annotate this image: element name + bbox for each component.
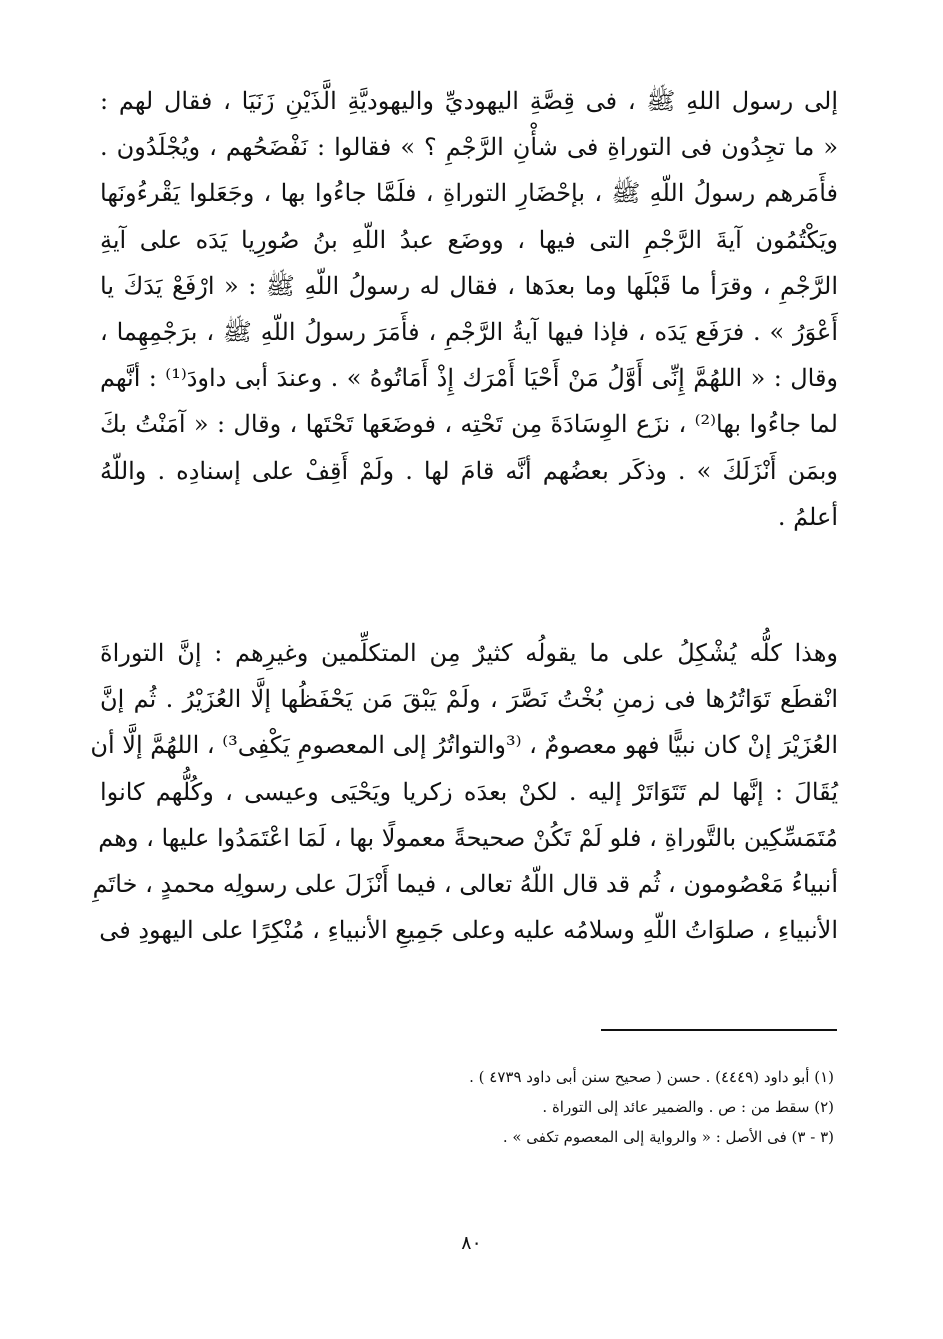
footnotes	[300, 1062, 834, 1152]
text-line: إلى رسول اللهِ ﷺ ، فى قِصَّةِ اليهوديِّ واليهوديَّةِ الَّذَيْنِ زَنَيَا ، فقال لهم :	[100, 87, 838, 115]
text-line: لما جاءُوا بها⁽²⁾ ، نزَع الوِسَادَةَ مِن تَحْتِه ، فوضَعَها تَحْتَها ، وقال : « آمَنْتُ بكَ	[100, 410, 838, 439]
page-number: ٨٠	[461, 1232, 482, 1254]
text-line: يُقَالَ : إنَّها لم تَتَوَاتَرْ إليه . لكنْ بعدَه زكريا ويَحْيَى وعيسى ، وكُلُّهم كانوا	[100, 777, 838, 806]
text-line: أنبياءُ مَعْصُومون ، ثُم قد قال اللّهُ تعالى ، فيما أَنْزَلَ على رسولِه محمدٍ ، خاتَمِ	[92, 869, 838, 898]
text-line: ويَكْتُمُون آيةَ الرَّجْمِ التى فيها ، ووضَع عبدُ اللّهِ بنُ صُورِيا يَدَه على آيةِ	[100, 225, 838, 254]
text-line: الرَّجْمِ ، وقرَأ ما قَبْلَها وما بعدَها ، فقال له رسولُ اللّهِ ﷺ : « ارْفَعْ يَدَكَ يا	[100, 271, 838, 300]
footnote-2: (٢) سقط من : ص . والضمير عائد إلى التوراة .	[542, 1098, 834, 1116]
paragraph-1	[100, 78, 838, 540]
text-line: مُتَمَسِّكِين بالتَّوراةِ ، فلو لَمْ تَكُنْ صحيحةً معمولًا بها ، لَمَا اعْتَمَدُوا عليها ، وهم	[98, 823, 838, 852]
text-line: وقال : « اللهُمَّ إِنِّى أَوَّلُ مَنْ أَحْيَا أَمْرَك إِذْ أَمَاتُوهُ » . وعندَ أبى داودَ⁽¹⁾ : أنَّهم	[100, 364, 839, 393]
footnote-1: (١) أبو داود (٤٤٤٩) . حسن ( صحيح سنن أبى داود ٤٧٣٩ ) .	[469, 1068, 834, 1086]
text-line: انْقطَع تَوَاتُرُها فى زمنِ بُخْتُ نَصَّرَ ، ولَمْ يَبْقَ مَن يَحْفَظُها إلَّا العُزَيْرُ . ثُم إنَّ	[100, 685, 838, 714]
text-line: الأنبياءِ ، صلوَاتُ اللّهِ وسلامُه عليه وعلى جَمِيعِ الأنبياءِ ، مُنْكِرًا على اليهودِ فى	[99, 916, 838, 945]
text-line: أَعْوَرُ » . فرَفَع يَدَه ، فإذا فيها آيةُ الرَّجْمِ ، فأَمَرَ رسولُ اللّهِ ﷺ ، برَجْمِهِما ،	[100, 317, 838, 346]
paragraph-2	[90, 630, 838, 953]
text-line: وهذا كلُّه يُشْكِلُ على ما يقولُه كثيرٌ مِن المتكلِّمين وغيرِهم : إنَّ التوراةَ	[100, 639, 838, 667]
text-line: أعلمُ .	[777, 502, 838, 531]
footnote-separator	[601, 1029, 837, 1031]
text-line: العُزَيْرَ إنْ كان نبيًّا فهو معصومٌ ، ⁽³والتواتُرُ إلى المعصومِ يَكْفِى³⁾ ، اللهُمَّ إلَّا أن	[90, 731, 838, 760]
footnote-3: (٣ - ٣) فى الأصل : « والرواية إلى المعصوم تكفى » .	[502, 1128, 834, 1146]
text-line: « ما تجِدُون فى التوراةِ فى شأْنِ الرَّجْمِ ؟ » فقالوا : نَفْضَحُهم ، ويُجْلَدُون .	[100, 133, 838, 162]
text-line: فأَمَرهم رسولُ اللّهِ ﷺ ، بإحْضَارِ التوراةِ ، فلَمَّا جاءُوا بها ، وجَعَلوا يَقْرءُونَها	[100, 179, 838, 208]
text-line: وبمَن أَنْزَلَكَ » . وذكَر بعضُهم أنَّه قامَ لها . ولَمْ أَقِفْ على إسنادِه . واللّهُ	[100, 456, 838, 485]
